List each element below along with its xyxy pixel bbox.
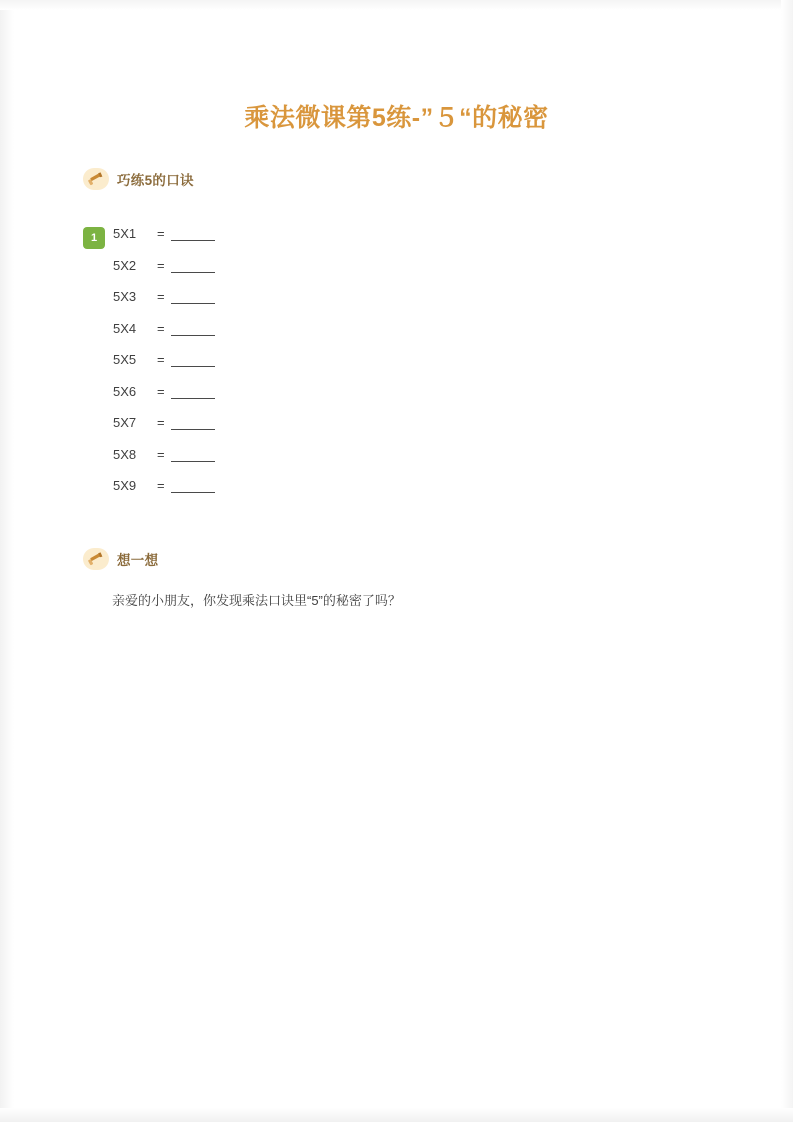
answer-blank[interactable]	[171, 414, 215, 430]
equation-row	[113, 225, 503, 257]
equation-list	[113, 225, 503, 509]
equals-sign: =	[157, 446, 165, 462]
equals-sign: =	[157, 257, 165, 273]
section-header-think	[83, 548, 683, 570]
equation-row	[113, 257, 503, 289]
answer-blank[interactable]	[171, 383, 215, 399]
equals-sign: =	[157, 289, 165, 304]
equation-label: 5X6	[113, 383, 137, 399]
equals-sign: =	[157, 478, 165, 493]
equals-sign: =	[157, 415, 165, 430]
equation-label: 5X3	[113, 289, 137, 304]
equation-label: 5X9	[113, 478, 137, 493]
page-edge-shading-right	[781, 0, 793, 1122]
answer-blank[interactable]	[171, 351, 215, 367]
answer-blank[interactable]	[171, 225, 215, 241]
answer-blank[interactable]	[171, 288, 215, 304]
equation-row	[113, 446, 503, 478]
think-question-text: 亲爱的小朋友，你发现乘法口诀里“5”的秘密了吗？	[112, 593, 401, 608]
page-edge-shading-bottom	[0, 1108, 793, 1122]
answer-blank[interactable]	[171, 446, 215, 462]
equals-sign: =	[157, 352, 165, 367]
page-edge-shading-left	[0, 0, 14, 1122]
equation-label: 5X4	[113, 320, 137, 336]
question-number-badge: 1	[83, 227, 105, 249]
page-title: 乘法微课第5练-”５“的秘密	[244, 104, 549, 132]
megaphone-icon	[83, 548, 109, 570]
equals-sign: =	[157, 320, 165, 336]
page-edge-shading-top	[0, 0, 793, 10]
equation-row	[113, 383, 503, 415]
equation-label: 5X1	[113, 226, 137, 241]
question-block-1	[83, 225, 503, 509]
equation-row	[113, 351, 503, 383]
equation-row	[113, 414, 503, 446]
section-header-practice	[83, 168, 194, 190]
section-think	[83, 548, 683, 611]
equals-sign: =	[157, 383, 165, 399]
equation-row	[113, 320, 503, 352]
equation-label: 5X2	[113, 257, 137, 273]
equation-row	[113, 477, 503, 509]
section-title-practice: 巧练5的口诀	[117, 173, 194, 188]
megaphone-icon	[83, 168, 109, 190]
equation-label: 5X8	[113, 446, 137, 462]
section-title-think: 想一想	[117, 553, 159, 568]
equation-row	[113, 288, 503, 320]
answer-blank[interactable]	[171, 320, 215, 336]
answer-blank[interactable]	[171, 477, 215, 493]
equals-sign: =	[157, 226, 165, 241]
answer-blank[interactable]	[171, 257, 215, 273]
equation-label: 5X5	[113, 352, 137, 367]
equation-label: 5X7	[113, 415, 137, 430]
